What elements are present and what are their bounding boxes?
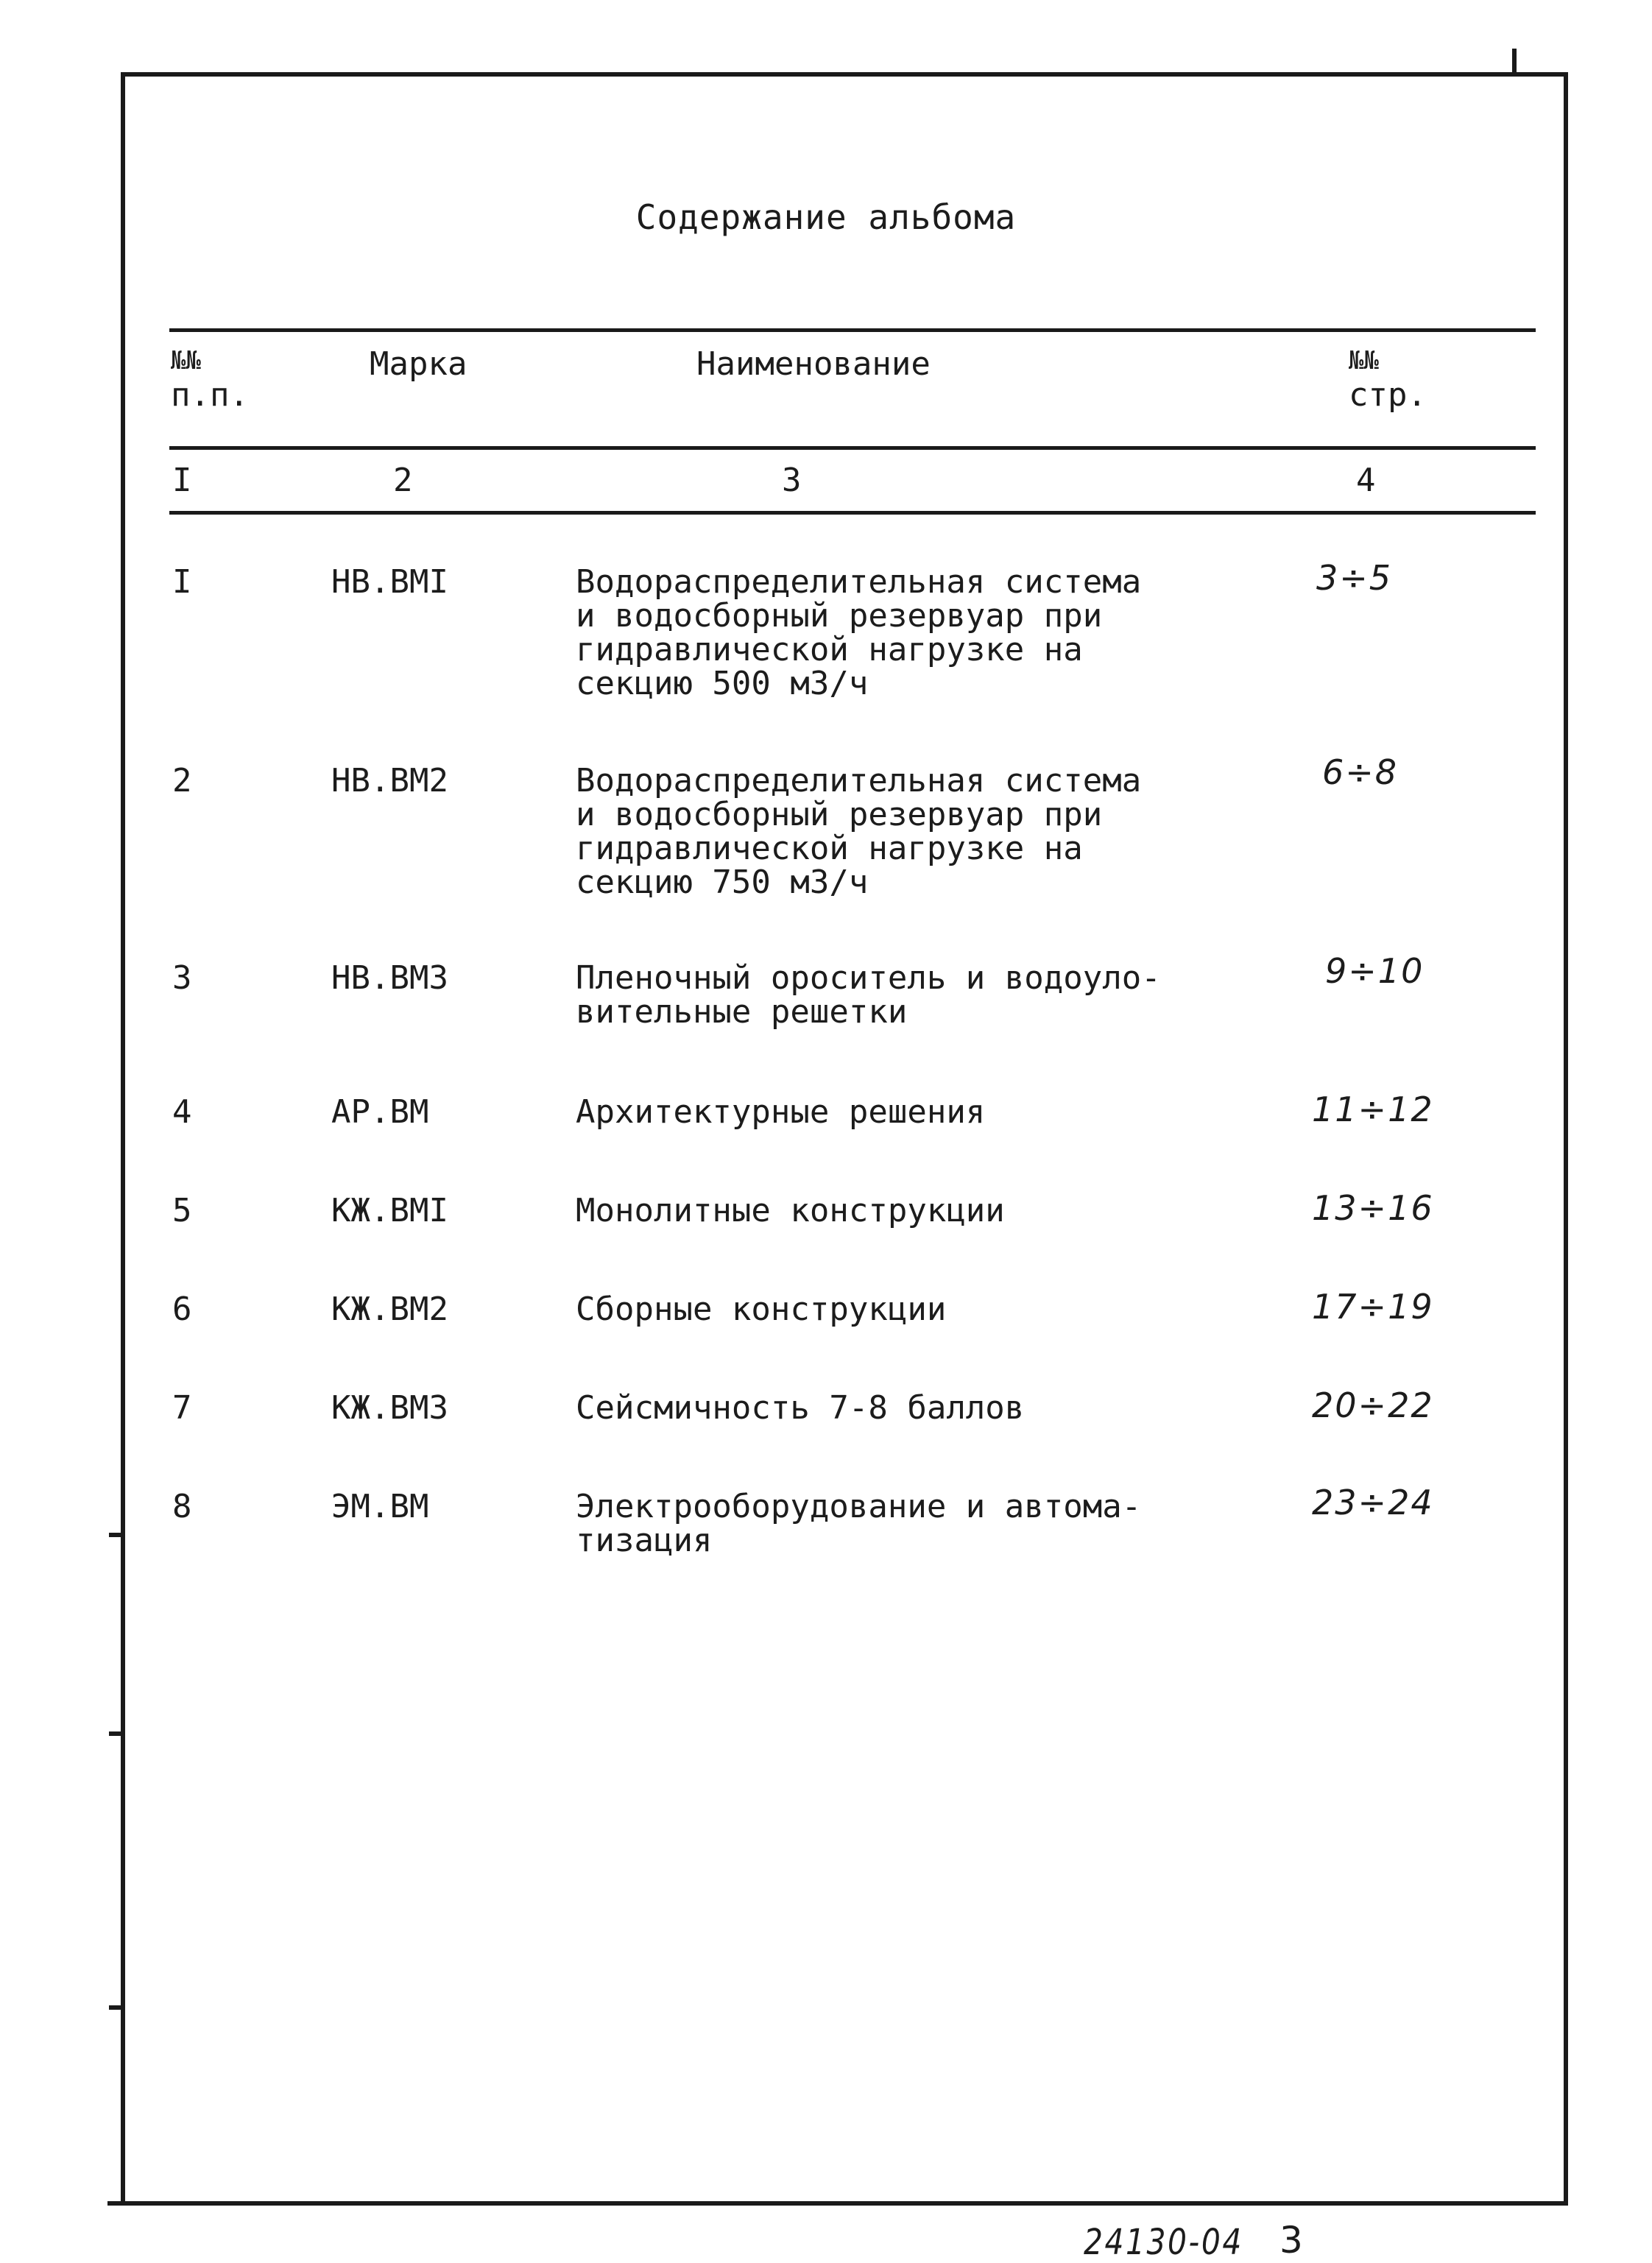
row-pages: 11÷12: [1312, 1090, 1434, 1129]
column-number: 2: [393, 462, 413, 499]
row-pages: 6÷8: [1322, 752, 1399, 792]
row-name-line: и водосборный резервуар при: [576, 597, 1103, 635]
header-page-line: стр.: [1349, 376, 1427, 414]
row-name: [576, 1194, 1209, 1228]
table-top-rule: [169, 328, 1536, 332]
header-page-line: №№: [1349, 346, 1379, 375]
page-number: 3: [1279, 2219, 1303, 2262]
row-mark: НВ.ВМ3: [331, 959, 448, 997]
row-num: 7: [172, 1389, 192, 1427]
row-name: [576, 764, 1209, 900]
row-pages: 3÷5: [1316, 558, 1393, 598]
row-name-line: Водораспределительная система: [576, 762, 1142, 799]
row-num: 3: [172, 959, 192, 997]
row-pages: 20÷22: [1312, 1385, 1434, 1425]
row-pages: 9÷10: [1325, 951, 1425, 991]
row-num: 2: [172, 762, 192, 799]
row-num: 4: [172, 1093, 192, 1131]
row-name-line: Пленочный ороситель и водоуло-: [576, 959, 1161, 997]
header-page: [1349, 345, 1427, 414]
row-name: [576, 565, 1209, 701]
row-name-line: Архитектурные решения: [576, 1093, 986, 1131]
header-num-line: п.п.: [171, 376, 249, 414]
row-pages: 23÷24: [1312, 1483, 1434, 1522]
row-num: I: [172, 563, 192, 601]
frame-top-tick: [1512, 49, 1517, 75]
header-name: Наименование: [696, 345, 931, 383]
row-pages: 17÷19: [1312, 1287, 1434, 1327]
row-mark: НВ.ВМ2: [331, 762, 448, 799]
frame-bottom-extension: [107, 2201, 125, 2206]
row-name-line: вительные решетки: [576, 993, 908, 1031]
header-bottom-rule: [169, 446, 1536, 450]
row-num: 8: [172, 1488, 192, 1525]
row-name: [576, 1095, 1209, 1129]
row-name-line: гидравлической нагрузке на: [576, 631, 1083, 668]
row-name-line: гидравлической нагрузке на: [576, 830, 1083, 867]
row-mark: КЖ.ВМ2: [331, 1291, 448, 1328]
row-name-line: Электрооборудование и автома-: [576, 1488, 1142, 1525]
column-numbers-bottom-rule: [169, 511, 1536, 515]
row-mark: АР.ВМ: [331, 1093, 429, 1131]
frame-left-tick: [109, 1533, 125, 1537]
row-num: 6: [172, 1291, 192, 1328]
column-number: 3: [782, 462, 802, 499]
row-name: [576, 1391, 1209, 1425]
header-mark: Марка: [370, 345, 467, 383]
row-name-line: тизация: [576, 1522, 713, 1559]
row-name: [576, 1293, 1209, 1327]
column-number: I: [172, 462, 192, 499]
row-name-line: Сейсмичность 7-8 баллов: [576, 1389, 1025, 1427]
row-name-line: и водосборный резервуар при: [576, 796, 1103, 833]
row-mark: КЖ.ВМ3: [331, 1389, 448, 1427]
document-title: Содержание альбома: [635, 197, 1017, 237]
document-code: 24130-04: [1084, 2222, 1243, 2263]
header-num-line: №№: [171, 346, 201, 375]
row-name: [576, 1490, 1209, 1558]
frame-left-tick: [109, 2005, 125, 2010]
frame-left-tick: [109, 1731, 125, 1736]
row-name-line: Монолитные конструкции: [576, 1192, 1005, 1229]
row-name-line: секцию 750 м3/ч: [576, 864, 869, 901]
row-num: 5: [172, 1192, 192, 1229]
row-mark: НВ.ВМI: [331, 563, 448, 601]
column-number: 4: [1356, 462, 1376, 499]
header-num: [171, 345, 249, 414]
row-name-line: Сборные конструкции: [576, 1291, 947, 1328]
row-pages: 13÷16: [1312, 1188, 1434, 1228]
row-mark: КЖ.ВМI: [331, 1192, 448, 1229]
row-mark: ЭМ.ВМ: [331, 1488, 429, 1525]
row-name: [576, 961, 1209, 1029]
row-name-line: Водораспределительная система: [576, 563, 1142, 601]
row-name-line: секцию 500 м3/ч: [576, 665, 869, 702]
